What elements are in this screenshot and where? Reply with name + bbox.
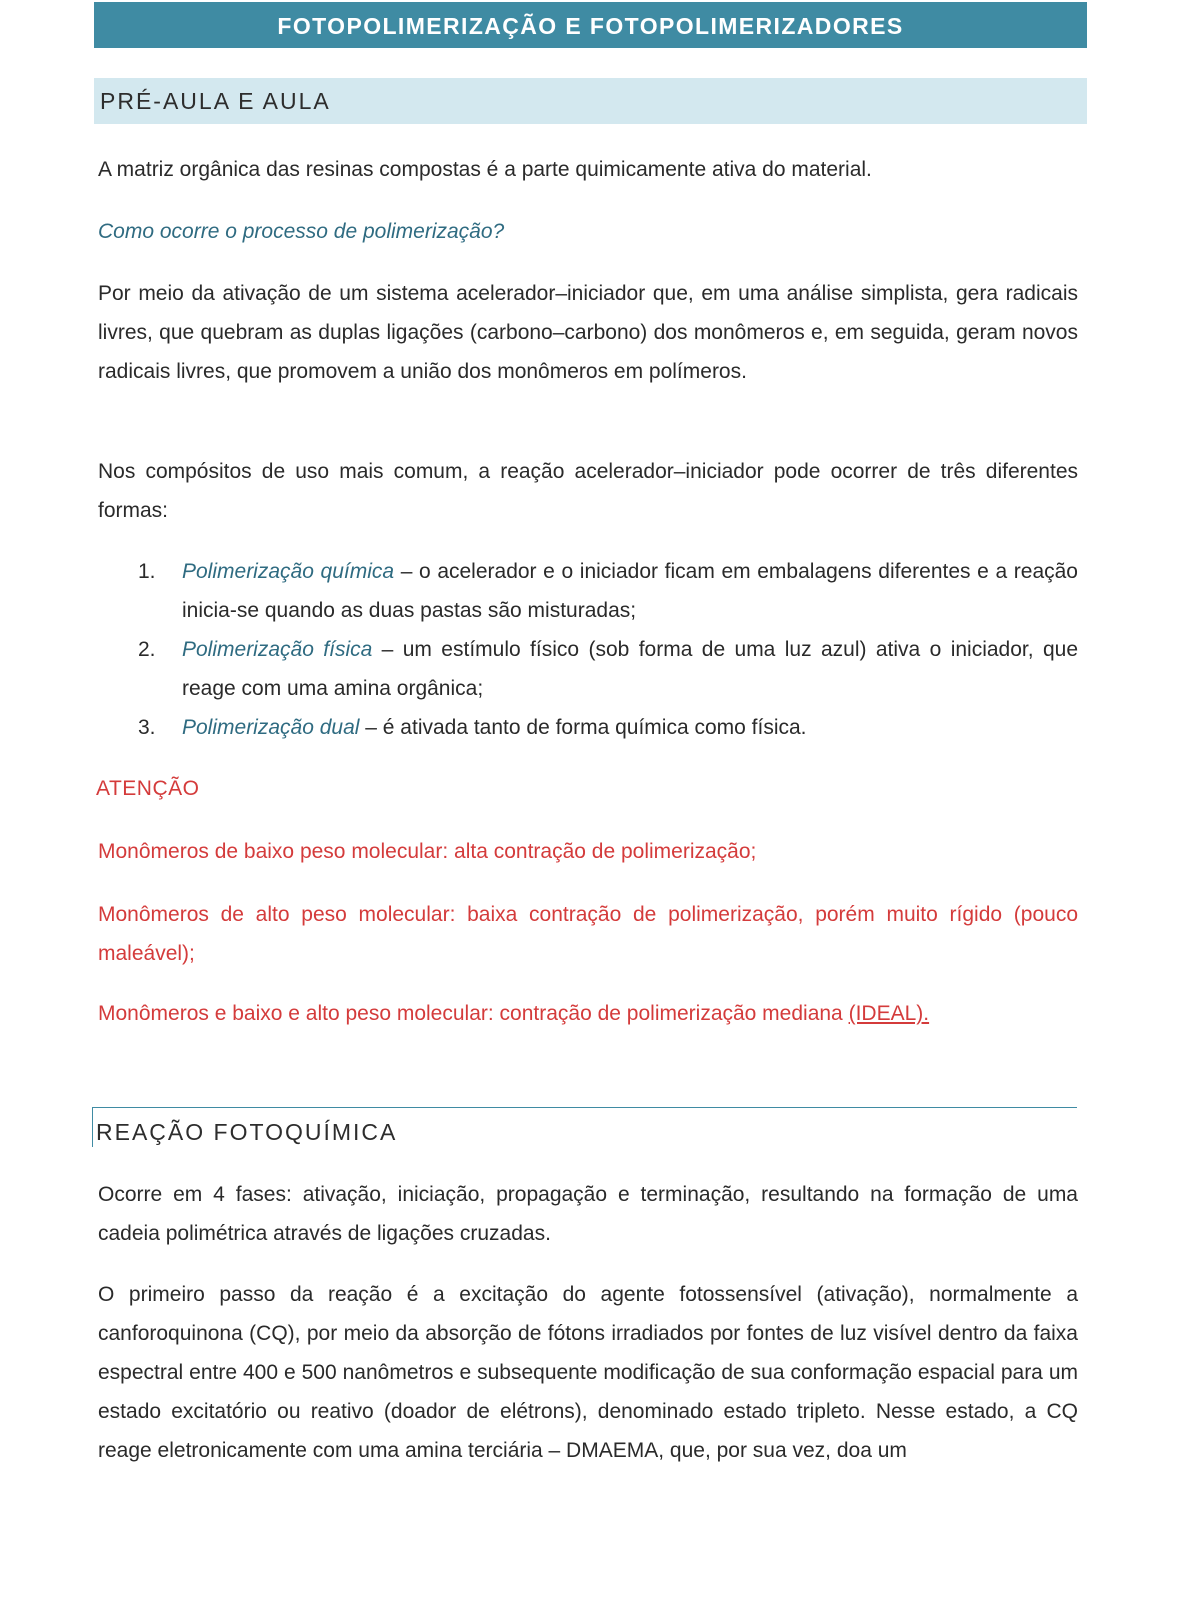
list-item <box>138 708 1078 747</box>
phases-paragraph: Ocorre em 4 fases: ativação, iniciação, propagação e terminação, resultando na formação de uma cadeia polimétrica através de ligações cruzadas. <box>98 1183 1078 1245</box>
list-item <box>138 552 1078 630</box>
polymerization-forms-list <box>138 552 1078 747</box>
attention-low-weight: Monômeros de baixo peso molecular: alta contração de polimerização; <box>98 840 757 863</box>
activation-paragraph: O primeiro passo da reação é a excitação do agente fotossensível (ativação), normalmente a canforoquinona (CQ), por meio da absorção de fótons irradiados por fontes de luz visível dentro da faixa espectral entre 400 e 500 nanômetros e subsequente modificação de sua conformação espacial para um estado excitatório ou reativo (doador de elétrons), denominado estado tripleto. Nesse estado, a CQ reage eletronicamente com uma amina terciária – DMAEMA, que, por sua vez, doa um <box>98 1283 1078 1462</box>
list-text: – o acelerador e o iniciador ficam em embalagens diferentes e a reação inicia-se quando as duas pastas são misturadas; <box>182 560 1078 622</box>
list-number: 2. <box>138 638 156 661</box>
list-item <box>138 630 1078 708</box>
list-text: – é ativada tanto de forma química como física. <box>359 716 807 739</box>
list-number: 3. <box>138 716 156 739</box>
attention-mixed-text: Monômeros e baixo e alto peso molecular: contração de polimerização mediana <box>98 1002 849 1025</box>
section-heading-reacao: REAÇÃO FOTOQUÍMICA <box>96 1119 398 1145</box>
attention-high-weight: Monômeros de alto peso molecular: baixa contração de polimerização, porém muito rígido (pouco maleável); <box>98 903 1078 965</box>
section-heading-pre-aula: PRÉ-AULA E AULA <box>94 78 1087 124</box>
attention-mixed-weight <box>98 994 1078 1033</box>
document-title: FOTOPOLIMERIZAÇÃO E FOTOPOLIMERIZADORES <box>94 2 1087 48</box>
list-term: Polimerização química <box>182 560 395 583</box>
section-divider <box>92 1107 1077 1108</box>
attention-heading: ATENÇÃO <box>96 777 200 800</box>
intro-paragraph: A matriz orgânica das resinas compostas é a parte quimicamente ativa do material. <box>98 158 872 181</box>
list-term: Polimerização física <box>182 638 373 661</box>
answer-paragraph: Por meio da ativação de um sistema acelerador–iniciador que, em uma análise simplista, gera radicais livres, que quebram as duplas ligações (carbono–carbono) dos monômeros e, em seguida, geram novos radicais livres, que promovem a união dos monômeros em polímeros. <box>98 282 1078 383</box>
forms-intro-paragraph: Nos compósitos de uso mais comum, a reação acelerador–iniciador pode ocorrer de três diferentes formas: <box>98 460 1078 522</box>
question-line: Como ocorre o processo de polimerização? <box>98 220 505 243</box>
list-number: 1. <box>138 560 156 583</box>
list-term: Polimerização dual <box>182 716 360 739</box>
section-divider-left <box>92 1107 93 1147</box>
list-text: – um estímulo físico (sob forma de uma luz azul) ativa o iniciador, que reage com uma amina orgânica; <box>182 638 1078 700</box>
attention-ideal-label: (IDEAL). <box>848 1002 930 1025</box>
